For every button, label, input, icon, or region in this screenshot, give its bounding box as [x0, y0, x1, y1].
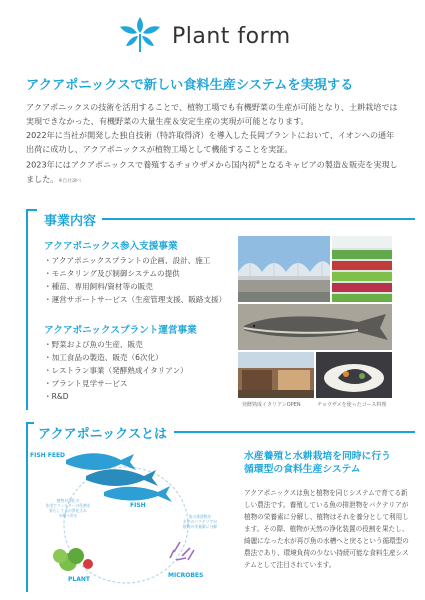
intro-p3-part-b: となるキャビアの製造＆販売を実現しました。 — [26, 159, 398, 184]
list-item: ・種苗、専用飼料/資材等の販売 — [44, 282, 153, 291]
about-section-rule — [174, 431, 415, 433]
section-divider-top — [26, 209, 37, 211]
plant-label: PLANT — [68, 576, 90, 583]
support-business-title: アクアポニックス参入支援事業 — [44, 241, 178, 252]
fish-label: FISH — [130, 502, 146, 509]
fish-feed-label: FISH FEED — [30, 452, 66, 459]
operation-business-title: アクアポニックスプラント運営事業 — [44, 325, 197, 336]
intro-paragraph-1: アクアポニックスの技術を活用することで、植物工場でも有機野菜の生産が可能となり、土耕栽培では実現できなかった、有機野菜の大量生産＆安定生産の実現が可能となります。 — [26, 102, 398, 126]
aquaponics-cycle-diagram — [26, 440, 226, 590]
intro-paragraph-2: 2022年に当社が開発した独自技術（特許取得済）を導入した長岡プラントにおいて、イオンへの通年出荷に成功し、アクアポニックスが植物工場として機能することを実証。 — [26, 130, 395, 154]
list-item: ・プラント見学サービス — [44, 379, 128, 388]
restaurant-caption: 発酵熟成イタリアンOPEN — [242, 402, 301, 408]
support-business-list — [44, 254, 226, 306]
intro-footnote: ※自社調べ — [58, 178, 82, 184]
page-headline: アクアポニックスで新しい食料生産システムを実現する — [26, 78, 354, 93]
vegetable-beds-photo — [332, 236, 392, 302]
intro-paragraph-3 — [26, 156, 400, 189]
list-item: ・レストラン事業（発酵熟成イタリアン） — [44, 366, 188, 375]
intro-p3-sup: ※ — [255, 160, 261, 166]
intro-text — [26, 100, 400, 189]
about-divider-top — [26, 422, 34, 424]
course-dish-photo — [316, 352, 392, 398]
list-item: ・加工食品の製造、販売（6次化） — [44, 353, 163, 362]
list-item: ・R&D — [44, 392, 69, 401]
list-item: ・野菜および魚の生産、販売 — [44, 340, 143, 349]
about-section-title: アクアポニックスとは — [38, 427, 167, 442]
plant-form-logo-icon — [118, 14, 162, 54]
about-subheading-line-2: 循環型の食料生産システム — [244, 464, 361, 475]
about-subheading — [244, 450, 391, 476]
sturgeon-photo — [238, 304, 392, 350]
greenhouse-photo — [238, 236, 330, 302]
operation-business-list — [44, 338, 188, 403]
about-description: アクアポニックスは魚と植物を同じシステムで育てる新しい農法です。養殖している魚の排泄物をバクテリアが植物の栄養素に分解し、植物はそれを養分として利用します。その際、植物が天然の浄化装置の役割を果たし、綺麗になった水が再び魚の水槽へと戻るという循環型の農法であり、環境負荷の少ない持続可能な食料生産システムとして注目されています。 — [244, 489, 409, 569]
brand-name: Plant form — [172, 24, 291, 49]
list-item: ・運営サポートサービス（生産管理支援、販路支援） — [44, 295, 227, 304]
bacteria-note: 魚の排泄物を 水中のバクテリアが 植物の栄養素に分解 — [182, 514, 218, 529]
intro-p3-part-a: 2023年にはアクアポニックスで養殖するチョウザメから国内初 — [26, 159, 256, 170]
plant-filter-note: 植物が浄化の 作用でフィルターの役割を 果たして水が浄化され 水槽へ戻る — [45, 498, 91, 518]
lettuce-icon — [53, 548, 93, 571]
course-caption: チョウザメを使ったコース料理 — [317, 402, 387, 408]
list-item: ・アクアポニックスプラントの企画、設計、施工 — [44, 256, 211, 265]
header — [0, 0, 425, 62]
microbes-label: MICROBES — [168, 572, 204, 579]
business-section-title: 事業内容 — [44, 214, 97, 229]
section-divider-left — [26, 209, 28, 410]
about-subheading-line-1: 水産養殖と水耕栽培を同時に行う — [244, 451, 391, 462]
list-item: ・モニタリング及び制御システムの提供 — [44, 269, 180, 278]
section-rule — [102, 218, 415, 220]
restaurant-photo — [238, 352, 314, 398]
